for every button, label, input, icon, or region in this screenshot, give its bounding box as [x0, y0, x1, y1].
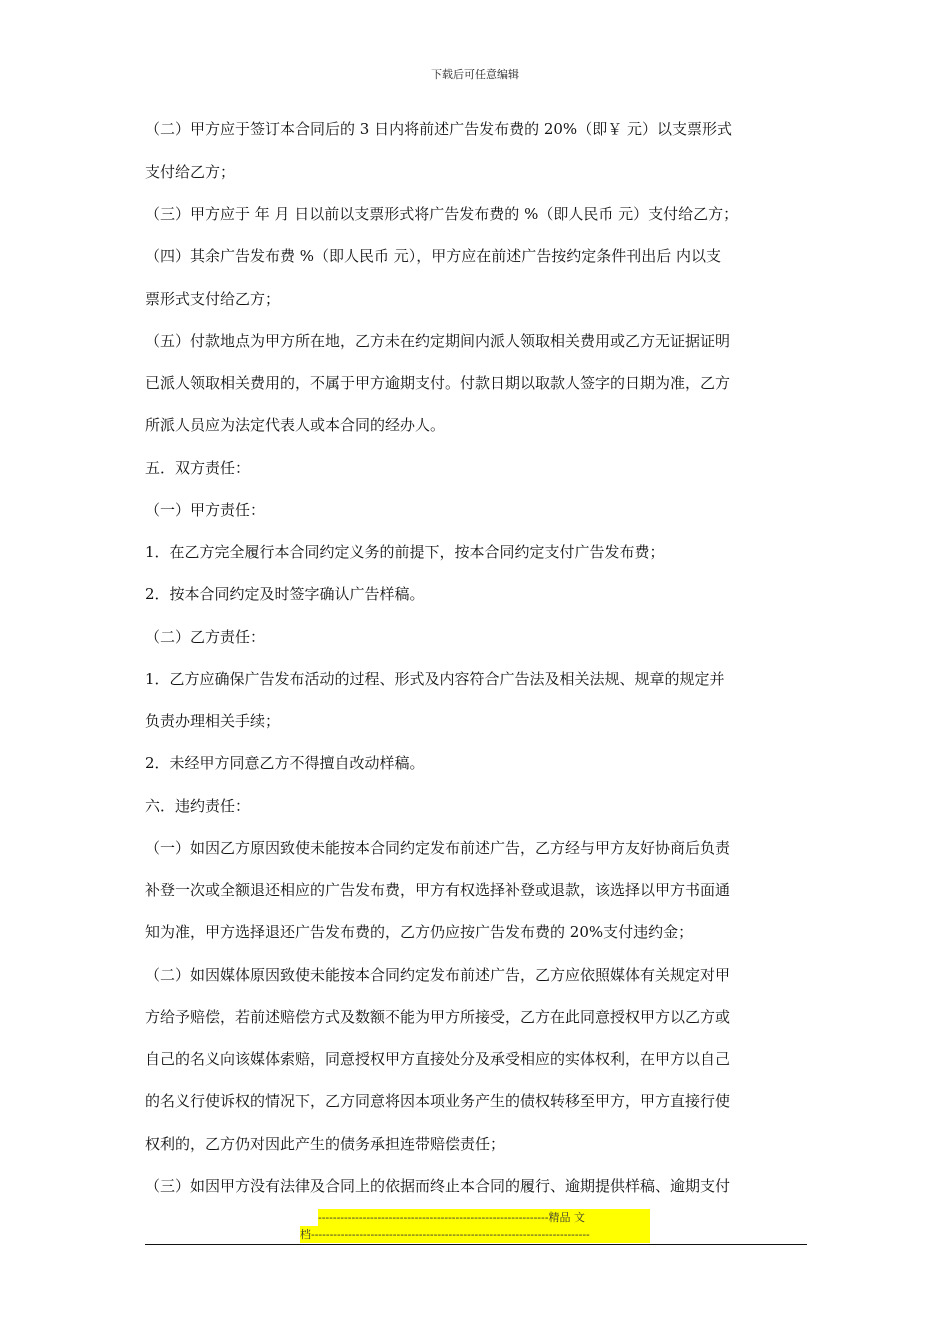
- paragraph-line: 票形式支付给乙方；: [145, 290, 281, 308]
- paragraph-line: 1．乙方应确保广告发布活动的过程、形式及内容符合广告法及相关法规、规章的规定并: [145, 670, 725, 688]
- paragraph-line: （四）其余广告发布费 %（即人民币 元），甲方应在前述广告按约定条件刊出后 内以支: [145, 247, 722, 265]
- paragraph-line: 支付给乙方；: [145, 163, 236, 181]
- paragraph-line: （三）如因甲方没有法律及合同上的依据而终止本合同的履行、逾期提供样稿、逾期支付: [145, 1177, 731, 1195]
- paragraph-line: （二）如因媒体原因致使未能按本合同约定发布前述广告，乙方应依照媒体有关规定对甲: [145, 966, 731, 984]
- footer-divider: [145, 1244, 807, 1245]
- paragraph-line: （五）付款地点为甲方所在地，乙方未在约定期间内派人领取相关费用或乙方无证据证明: [145, 332, 731, 350]
- page-header-note: 下载后可任意编辑: [431, 68, 519, 81]
- paragraph-line: （一）如因乙方原因致使未能按本合同约定发布前述广告，乙方经与甲方友好协商后负责: [145, 839, 731, 857]
- footer-line-2: 档---------------------------------------------------------------------------: [300, 1226, 650, 1243]
- paragraph-line: 的名义行使诉权的情况下，乙方同意将因本项业务产生的债权转移至甲方，甲方直接行使: [145, 1092, 731, 1110]
- paragraph-line: 所派人员应为法定代表人或本合同的经办人。: [145, 416, 446, 434]
- paragraph-line: 补登一次或全额退还相应的广告发布费，甲方有权选择补登或退款，该选择以甲方书面通: [145, 881, 731, 899]
- paragraph-line: 方给予赔偿，若前述赔偿方式及数额不能为甲方所接受，乙方在此同意授权甲方以乙方或: [145, 1008, 731, 1026]
- subsection-heading: （一）甲方责任：: [145, 501, 266, 519]
- paragraph-line: 2．未经甲方同意乙方不得擅自改动样稿。: [145, 754, 425, 772]
- footer-line-1: --------------------------------------------------------------精品 文: [318, 1209, 650, 1226]
- paragraph-line: （三）甲方应于 年 月 日以前以支票形式将广告发布费的 %（即人民币 元）支付给乙方；: [145, 205, 739, 223]
- paragraph-line: 1．在乙方完全履行本合同约定义务的前提下，按本合同约定支付广告发布费；: [145, 543, 665, 561]
- paragraph-line: 权利的，乙方仍对因此产生的债务承担连带赔偿责任；: [145, 1135, 506, 1153]
- paragraph-line: 2．按本合同约定及时签字确认广告样稿。: [145, 585, 425, 603]
- paragraph-line: 已派人领取相关费用的，不属于甲方逾期支付。付款日期以取款人签字的日期为准，乙方: [145, 374, 731, 392]
- section-heading: 五．双方责任：: [145, 459, 251, 477]
- paragraph-line: 自己的名义向该媒体索赔，同意授权甲方直接处分及承受相应的实体权利，在甲方以自己: [145, 1050, 731, 1068]
- section-heading: 六．违约责任：: [145, 797, 251, 815]
- paragraph-line: 知为准，甲方选择退还广告发布费的，乙方仍应按广告发布费的 20%支付违约金；: [145, 923, 694, 941]
- footer-watermark: [300, 1209, 650, 1243]
- paragraph-line: （二）甲方应于签订本合同后的 3 日内将前述广告发布费的 20%（即￥ 元）以支票形式: [145, 120, 732, 138]
- paragraph-line: 负责办理相关手续；: [145, 712, 281, 730]
- subsection-heading: （二）乙方责任：: [145, 628, 266, 646]
